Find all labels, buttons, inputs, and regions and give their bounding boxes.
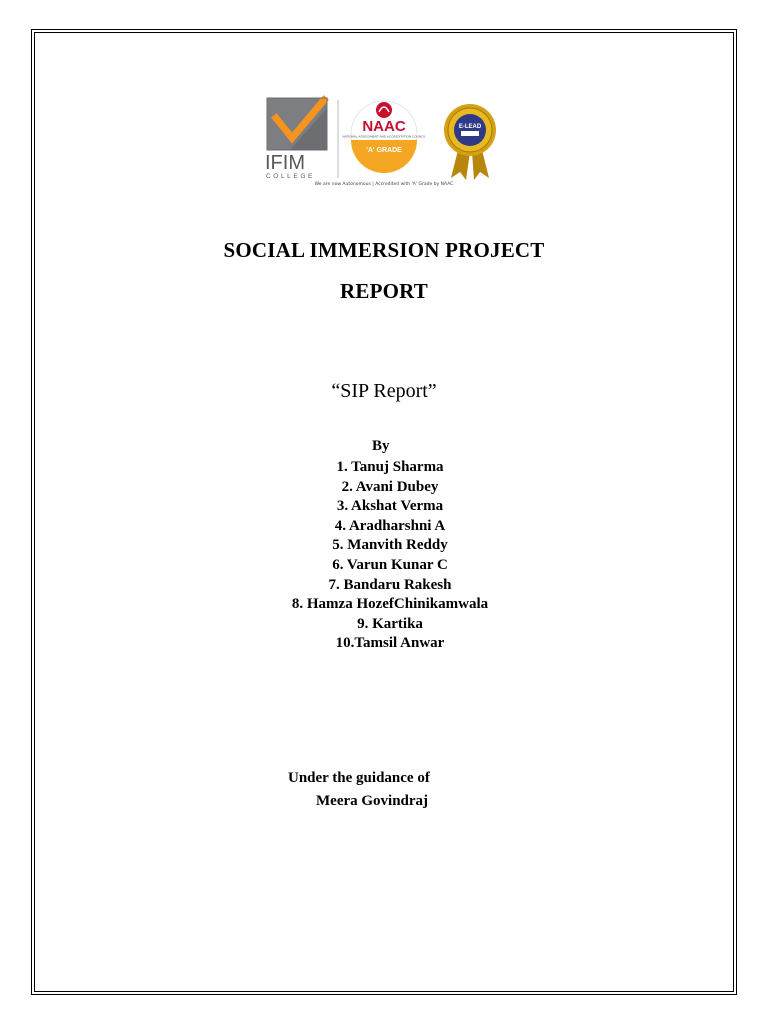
ifim-logo-subtext: COLLEGE [266,173,315,180]
author-item: 6. Varun Kunar C [332,556,448,573]
author-item: 3. Akshat Verma [336,498,444,515]
naac-grade-text: 'A' GRADE [366,147,402,154]
author-item: 9. Kartika [357,615,423,632]
guide-name: Meera Govindraj [316,793,429,809]
guidance-label: Under the guidance of [288,770,430,786]
logo-tagline: We are now Autonomous | Accredited with 'A' Grade by NAAC [314,182,454,187]
naac-logo [342,101,426,173]
ifim-logo-text: IFIM [265,152,305,174]
ifim-logo [265,98,327,180]
author-item: 7. Bandaru Rakesh [328,576,452,593]
elead-seal [444,104,496,180]
author-item: 8. Hamza HozefChinikamwala [291,596,489,613]
by-label: By [372,438,390,454]
author-item: 4. Aradharshni A [334,517,446,534]
logo-strip [258,90,510,190]
author-item: 5. Manvith Reddy [332,537,448,554]
report-title-line2: REPORT [340,279,428,303]
report-title-line1: SOCIAL IMMERSION PROJECT [223,238,545,262]
naac-grade-band [351,140,417,173]
author-item: 10.Tamsil Anwar [335,635,445,652]
author-item: 1. Tanuj Sharma [336,459,444,475]
seal-inner-icon [454,114,486,146]
naac-emblem-icon [376,102,392,118]
naac-logo-text: NAAC [362,118,406,135]
author-list [0,458,768,654]
report-subtitle: “SIP Report” [331,380,437,402]
naac-council-text: NATIONAL ASSESSMENT AND ACCREDITATION COUNCIL [342,134,426,139]
elead-text: E-LEAD [458,124,482,130]
author-item: 2. Avani Dubey [341,478,439,495]
